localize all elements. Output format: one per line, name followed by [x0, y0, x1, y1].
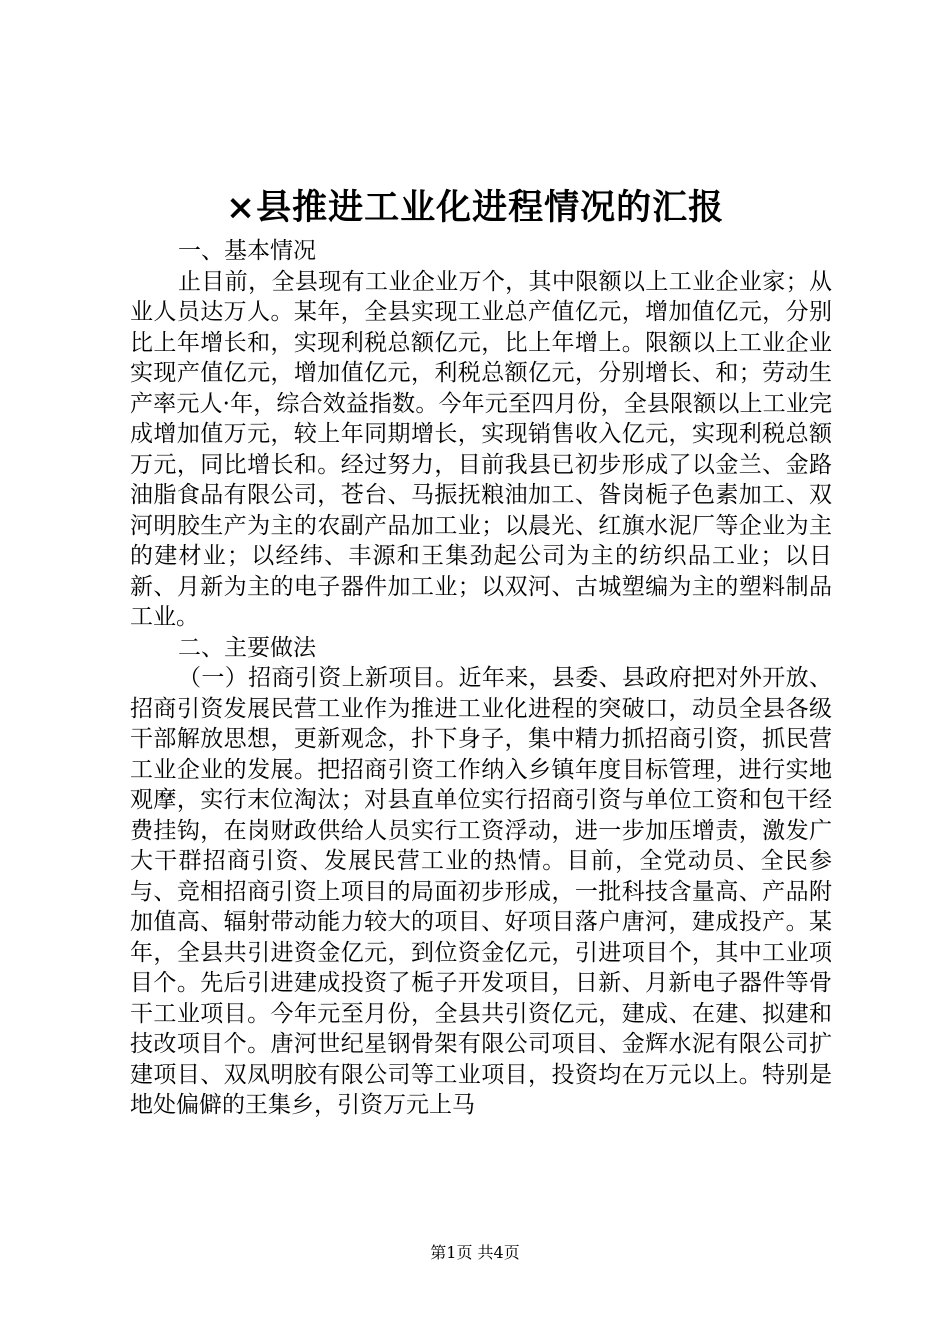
document-body	[130, 236, 832, 1121]
page-number-footer: 第1页 共4页	[430, 1243, 520, 1262]
document-title: ×县推进工业化进程情况的汇报	[225, 187, 725, 228]
paragraph-basic-situation: 止目前，全县现有工业企业万个，其中限额以上工业企业家；从业人员达万人。某年，全县实现工业总产值亿元，增加值亿元，分别比上年增长和，实现利税总额亿元，比上年增上。限额以上工业企业实现产值亿元，增加值亿元，利税总额亿元，分别增长、和；劳动生产率元人·年，综合效益指数。今年元至四月份，全县限额以上工业完成增加值万元，较上年同期增长，实现销售收入亿元，实现利税总额万元，同比增长和。经过努力，目前我县已初步形成了以金兰、金路油脂食品有限公司，苍台、马振抚粮油加工、昝岗栀子色素加工、双河明胶生产为主的农副产品加工业；以晨光、红旗水泥厂等企业为主的建材业；以经纬、丰源和王集劲起公司为主的纺织品工业；以日新、月新为主的电子器件加工业；以双河、古城塑编为主的塑料制品工业。	[130, 268, 832, 630]
section-heading-basic-situation: 一、基本情况	[178, 238, 316, 264]
paragraph-investment-attraction: （一）招商引资上新项目。近年来，县委、县政府把对外开放、招商引资发展民营工业作为推进工业化进程的突破口，动员全县各级干部解放思想，更新观念，扑下身子，集中精力抓招商引资，抓民营工业企业的发展。把招商引资工作纳入乡镇年度目标管理，进行实地观摩，实行末位淘汰；对县直单位实行招商引资与单位工资和包干经费挂钩，在岗财政供给人员实行工资浮动，进一步加压增责，激发广大干群招商引资、发展民营工业的热情。目前，全党动员、全民参与、竞相招商引资上项目的局面初步形成，一批科技含量高、产品附加值高、辐射带动能力较大的项目、好项目落户唐河，建成投产。某年，全县共引进资金亿元，到位资金亿元，引进项目个，其中工业项目个。先后引进建成投资了栀子开发项目，日新、月新电子器件等骨干工业项目。今年元至月份，全县共引资亿元，建成、在建、拟建和技改项目个。唐河世纪星钢骨架有限公司项目、金辉水泥有限公司扩建项目、双凤明胶有限公司等工业项目，投资均在万元以上。特别是地处偏僻的王集乡，引资万元上马	[130, 665, 832, 1118]
section-heading-main-practices: 二、主要做法	[178, 634, 316, 661]
